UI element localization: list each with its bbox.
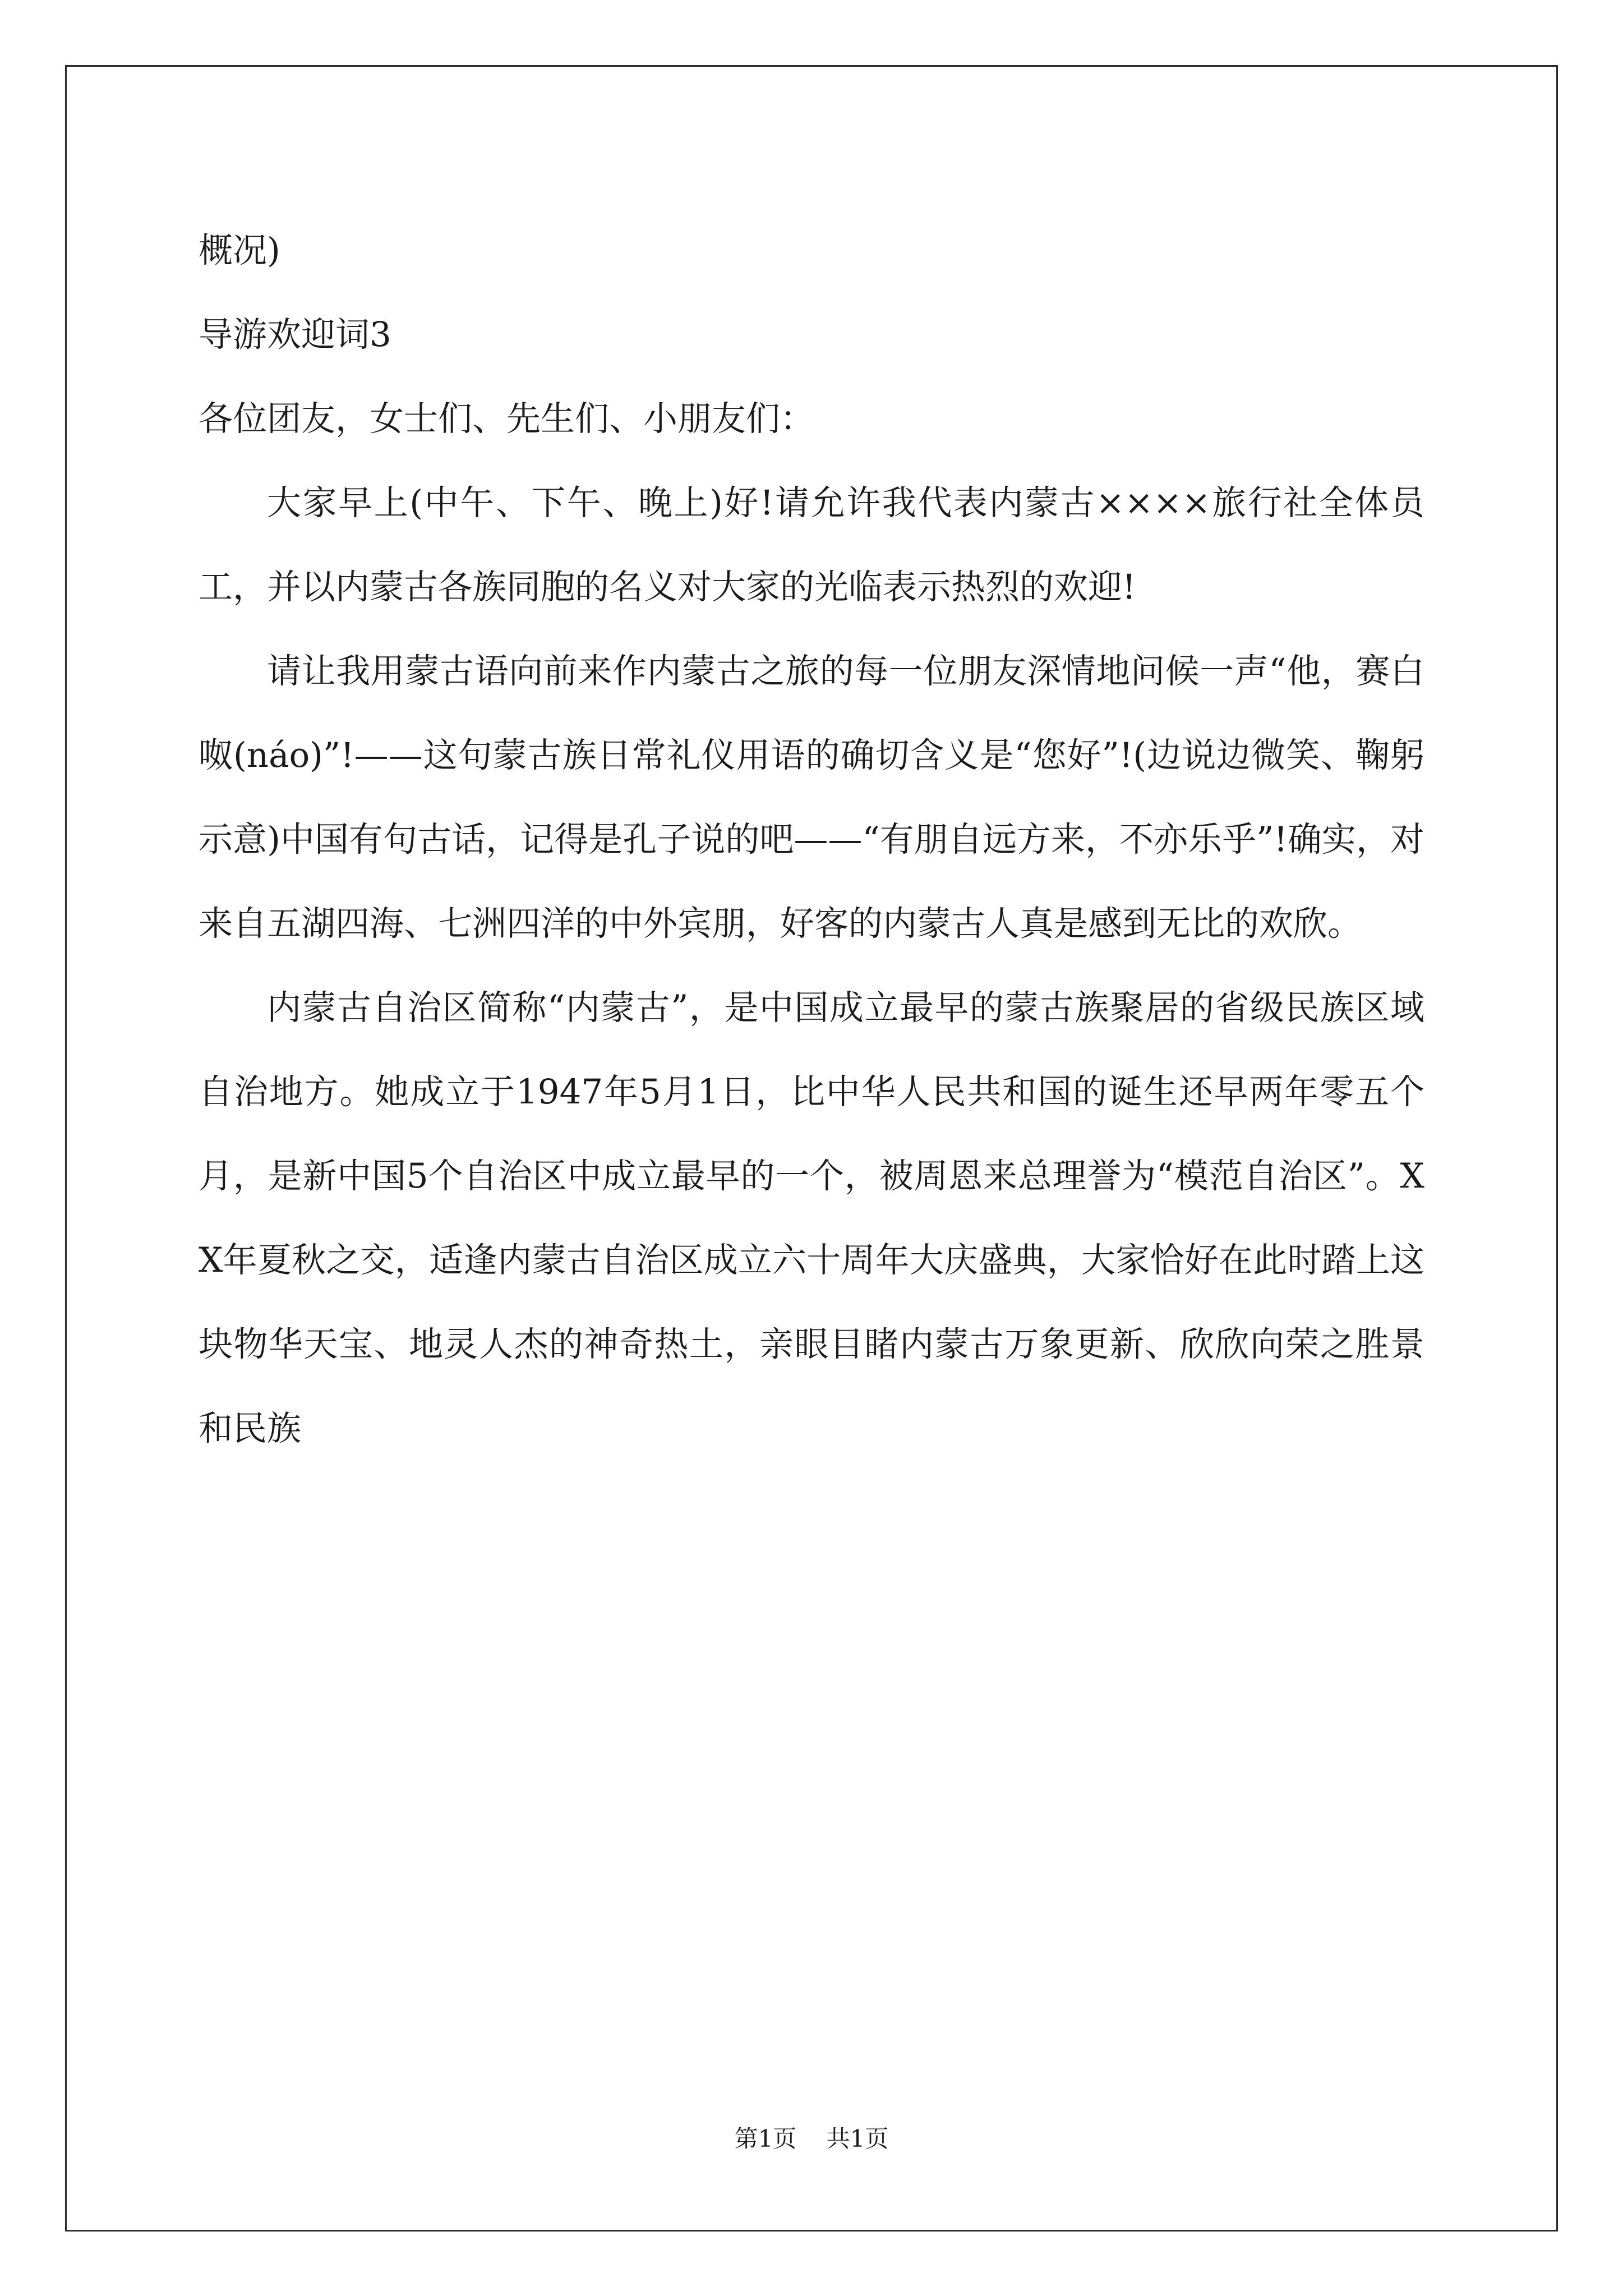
fragment-text: 概况)	[199, 231, 280, 270]
paragraph-region-intro: 内蒙古自治区简称“内蒙古”，是中国成立最早的蒙古族聚居的省级民族区域自治地方。她成立于1947年5月1日，比中华人民共和国的诞生还早两年零五个月，是新中国5个自治区中成立最早的一个，被周恩来总理誉为“模范自治区”。XX年夏秋之交，适逢内蒙古自治区成立六十周年大庆盛典，大家恰好在此时踏上这块物华天宝、地灵人杰的神奇热土，亲眼目睹内蒙古万象更新、欣欣向荣之胜景和民族	[199, 988, 1424, 1448]
paragraph-greeting: 请让我用蒙古语向前来作内蒙古之旅的每一位朋友深情地问候一声“他，赛白呶(náo)”!——这句蒙古族日常礼仪用语的确切含义是“您好”!(边说边微笑、鞠躬示意)中国有句古话，记得是孔子说的吧——“有朋自远方来，不亦乐乎”!确实，对来自五湖四海、七洲四洋的中外宾朋，好客的内蒙古人真是感到无比的欢欣。	[199, 651, 1424, 944]
document-body	[199, 209, 1424, 1471]
salutation: 各位团友，女士们、先生们、小朋友们：	[199, 399, 815, 439]
page-number: 第1页	[734, 2125, 797, 2152]
total-pages: 共1页	[826, 2125, 889, 2152]
page-footer	[0, 2120, 1623, 2154]
document-heading: 导游欢迎词3	[199, 315, 391, 355]
paragraph-welcome: 大家早上(中午、下午、晚上)好!请允许我代表内蒙古××××旅行社全体员工，并以内蒙古各族同胞的名义对大家的光临表示热烈的欢迎!	[199, 483, 1424, 607]
